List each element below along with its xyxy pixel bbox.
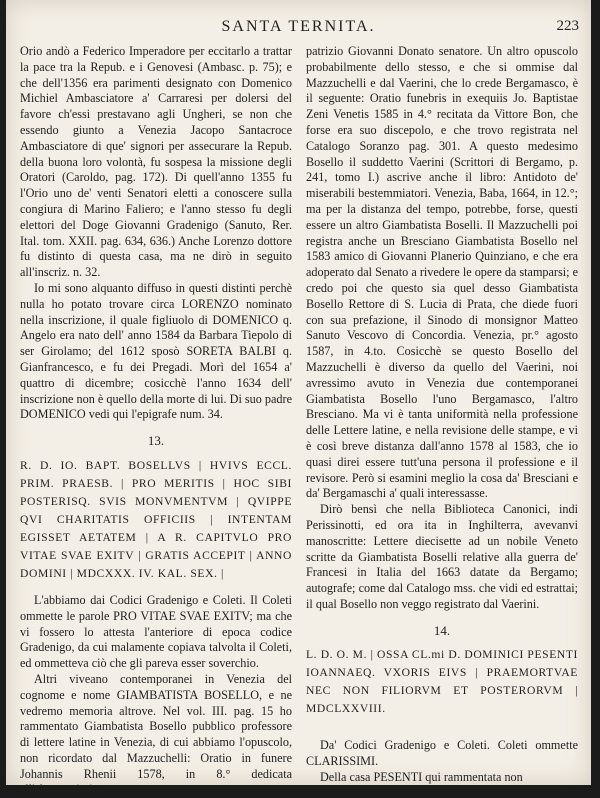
left-column: [20, 44, 292, 798]
spacer: [306, 728, 578, 738]
page-header: [6, 18, 591, 38]
left-paragraph-2: Io mi sono alquanto diffuso in questi distinti perchè nulla ho potato trovare circa LORENZO nominato nella inscrizione, il quale figliuolo di DOMENICO q. Angelo era nato dell' anno 1584 da Barbara Tiepolo di ser Girolamo; del 1612 sposò SORETA BALBI q. Gianfrancesco, e fu dei Pregadi. Morì del 1654 a' quattro di dicembre; cosicchè l'anno 1634 dell' inscrizione non è quello della morte di lui. Di suo padre DOMENICO vedi qui l'epigrafe num. 34.: [20, 280, 292, 422]
page-number: 223: [556, 18, 579, 34]
left-paragraph-1: Orio andò a Federico Imperadore per eccitarlo a trattar la pace tra la Repub. e i Genovesi (Ambasc. p. 75); e che dell'1356 era parimenti designato con Domenico Michiel Ambasciatore a' Carraresi per dolersi del favore ch'essi prestavano agli Ungheri, se non che essendo giunto a Venezia Jacopo Santacroce Ambasciatore di que' signori per assecurare la Repub. della buona loro volontà, fu sospesa la missione degli Oratori (Caroldo, pag. 172). Di quell'anno 1355 fu l'Orio uno de' venti Senatori eletti a conoscere sulla congiura di Marino Faliero; e l'anno stesso fu degli elettori del Doge Giovanni Gradenigo (Sanuto, Rer. Ital. tom. XXII. pag. 634, 636.) Anche Lorenzo dottore fu distinto di questa casa, ma ne dirò in seguito all'inscriz. n. 32.: [20, 44, 292, 280]
book-page: [6, 0, 591, 797]
left-paragraph-4: Altri viveano contemporanei in Venezia del cognome e nome GIAMBATISTA BOSELLO, e ne vedremo memoria altrove. Nel vol. III. pag. 15 ho rammentato Giambatista Bosello pubblico professore di lettere latine in Venezia, di cui abbiamo l'opuscolo, non ricordato dal Mazzuchelli: Oratio in funere Johannis Rhenii 1578, in 8.° dedicata all'eloquentissimo: [20, 671, 292, 797]
left-paragraph-3: L'abbiamo dai Codici Gradenigo e Coleti. Il Coleti ommette le parole PRO VITAE SVAE EXITV; ma che vi fossero lo attesta l'anteriore di epoca codice Gradenigo, da cui malamente copiava talvolta il Coleti, ed ommetteva ciò che gli pareva esser soverchio.: [20, 592, 292, 671]
right-paragraph-4: Della casa PESENTI qui rammentata non: [320, 770, 523, 785]
right-column: [306, 44, 578, 786]
right-paragraph-2: Dirò bensì che nella Biblioteca Canonici, indi Perissinotti, ed ora ita in Inghilterra, avevanvi manoscritte: Lettere diecisette ad un nobile Veneto scritte da Giambatista Boselli relative alla guerra de' Francesi in Italia del 1663 datate da Bergamo; autografe; come dal Catalogo mss. che vidi ed estrattai; il qual Bosello non veggo registrato dal Vaerini.: [306, 502, 578, 611]
section-number-14: 14.: [433, 622, 451, 638]
inscription-13: R. D. IO. BAPT. BOSELLVS | HVIVS ECCL. PRIM. PRAESB. | PRO MERITIS | HOC SIBI POSTERISQ. SVIS MONVMENTVM | QVIPPE QVI CHARITATIS OFFICIIS | INTENTAM EGISSET AETATEM | A R. CAPITVLO PRO VITAE SVAE EXITV | GRATIS ACCEPIT | ANNO DOMINI | MDCXXX. IV. KAL. SEX. |: [20, 458, 292, 580]
section-number-13: 13.: [147, 433, 165, 449]
running-title: SANTA TERNITA.: [221, 18, 376, 35]
right-paragraph-1: patrizio Giovanni Donato senatore. Un altro opuscolo probabilmente dello stesso, e che si ommise dal Mazzuchelli e dal Vaerini, che lo crede Bergamasco, è il seguente: Oratio funebris in exequiis Jo. Baptistae Zeni Venetis 1585 in 4.° recitata da Vittore Bon, che forse era suo discepolo, e che trovo registrata nel Catalogo Soranzo pag. 301. A questo medesimo Bosello il suddetto Vaerini (Scrittori di Bergamo, p. 241, tomo I.) ascrive anche il libro: Antidoto de' miserabili bestemmiatori. Venezia, Baba, 1664, in 12.°; ma per la distanza del tempo, potrebbe, forse, questi essere un altro Giambatista Boselli. Il Mazzuchelli poi registra anche un Bresciano Giambatista Bosello nel 1583 amico di Giovanni Planerio Quinziano, e che era adoperato dal Senato a rivedere le opere da stamparsi; e credo poi che questo sia quel desso Giambatista Bosello Rettore di S. Lucia di Prata, che diede fuori con sua prefazione, il Sinodo di monsignor Matteo Sanuto Vescovo di Concordia. Venezia, pr.° agosto 1587, in 4.to. Cosicchè se questo Bosello del Mazzuchelli è diverso da quello del Vaerini, noi avressimo avuto in Venezia due contemporanei Giambatista Bosello l'uno Bergamasco, l'altro Bresciano. Ma vi è tanta uniformità nella professione delle Lettere latine, e nella revisione delle stampe, e vi è così breve distanza dall'anno 1578 al 1583, che io quasi direi essere tutt'una persona il professione e il revisore. Però si esamini meglio la cosa da' Bresciani e da' Bergamaschi a' quali interessasse.: [306, 44, 578, 501]
inscription-14: L. D. O. M. | OSSA CL.mi D. DOMINICI PESENTI IOANNAEQ. VXORIS EIVS | PRAEMORTVAE NEC NON FILIORVM ET POSTERORVM | MDCLXXVIII.: [306, 648, 578, 716]
right-paragraph-3: Da' Codici Gradenigo e Coleti. Coleti ommette CLARISSIMI.: [306, 738, 578, 769]
